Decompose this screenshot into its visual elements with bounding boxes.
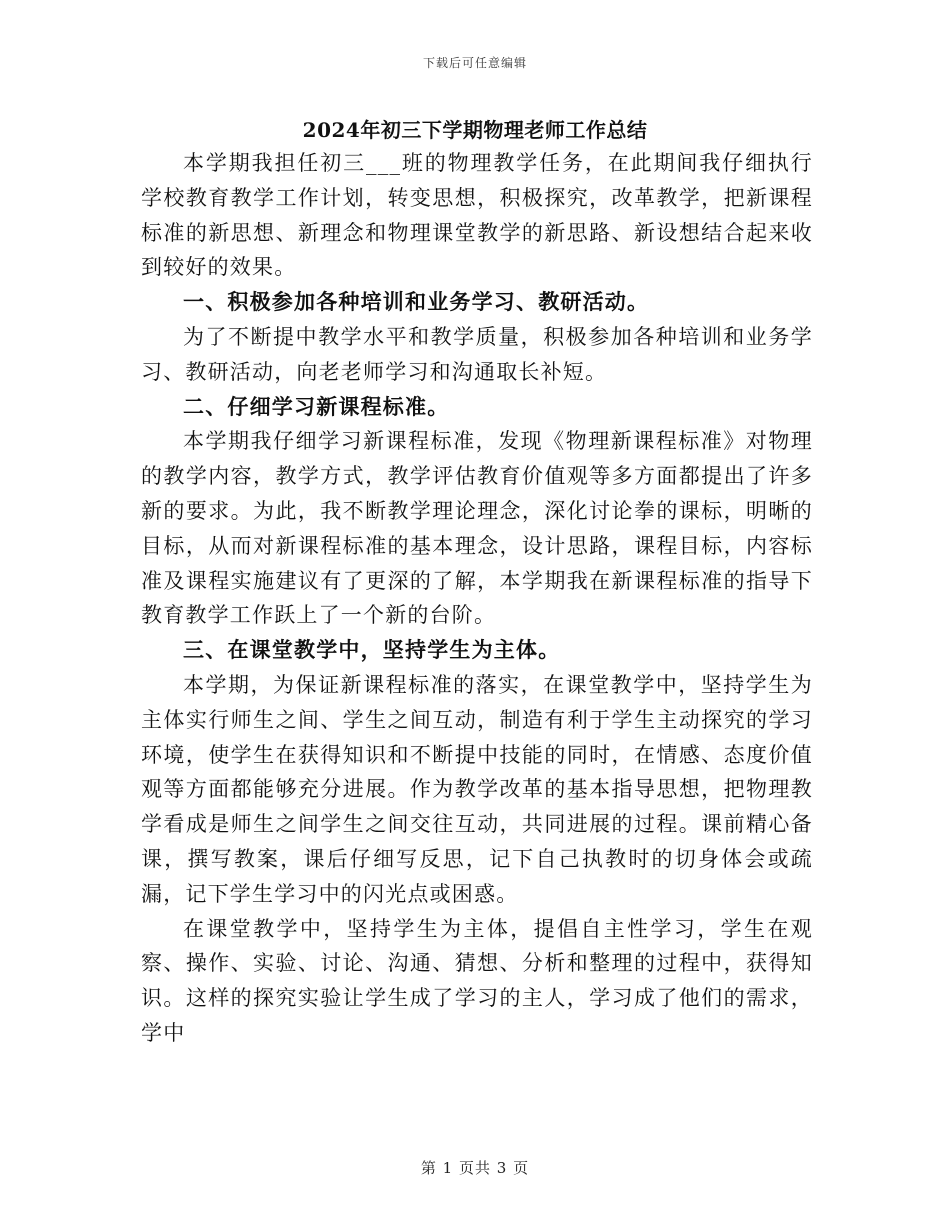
paragraph-section-1: 为了不断提中教学水平和教学质量，积极参加各种培训和业务学习、教研活动，向老老师学习和沟通取长补短。 [141,324,813,384]
section-heading-2: 二、仔细学习新课程标准。 [183,393,450,419]
paragraph-section-3-continued: 在课堂教学中，坚持学生为主体，提倡自主性学习，学生在观察、操作、实验、讨论、沟通、猜想、分析和整理的过程中，获得知识。这样的探究实验让学生成了学习的主人，学习成了他们的需求，学中 [141,916,813,1045]
header-note: 下载后可任意编辑 [422,56,527,70]
section-heading-1: 一、积极参加各种培训和业务学习、教研活动。 [183,289,650,315]
paragraph-section-3: 本学期，为保证新课程标准的落实，在课堂教学中，坚持学生为主体实行师生之间、学生之间互动，制造有利于学生主动探究的学习环境，使学生在获得知识和不断提中技能的同时，在情感、态度价值观等方面都能够充分进展。作为教学改革的基本指导思想，把物理教学看成是师生之间学生之间交往互动，共同进展的过程。课前精心备课，撰写教案，课后仔细写反思，记下自己执教时的切身体会或疏漏，记下学生学习中的闪光点或困惑。 [141,672,813,906]
document-body [141,146,813,1051]
paragraph-section-2: 本学期我仔细学习新课程标准，发现《物理新课程标准》对物理的教学内容，教学方式，教学评估教育价值观等多方面都提出了许多新的要求。为此，我不断教学理论理念，深化讨论拳的课标，明晰的目标，从而对新课程标准的基本理念，设计思路，课程目标，内容标准及课程实施建议有了更深的了解，本学期我在新课程标准的指导下教育教学工作跃上了一个新的台阶。 [141,429,813,628]
document-title: 2024年初三下学期物理老师工作总结 [302,118,648,142]
paragraph-intro: 本学期我担任初三___班的物理教学任务，在此期间我仔细执行学校教育教学工作计划，转变思想，积极探究，改革教学，把新课程标准的新思想、新理念和物理课堂教学的新思路、新设想结合起来收到较好的效果。 [141,151,813,280]
page-footer: 第 1 页共 3 页 [420,1159,530,1177]
section-heading-3: 三、在课堂教学中，坚持学生为主体。 [183,637,561,663]
